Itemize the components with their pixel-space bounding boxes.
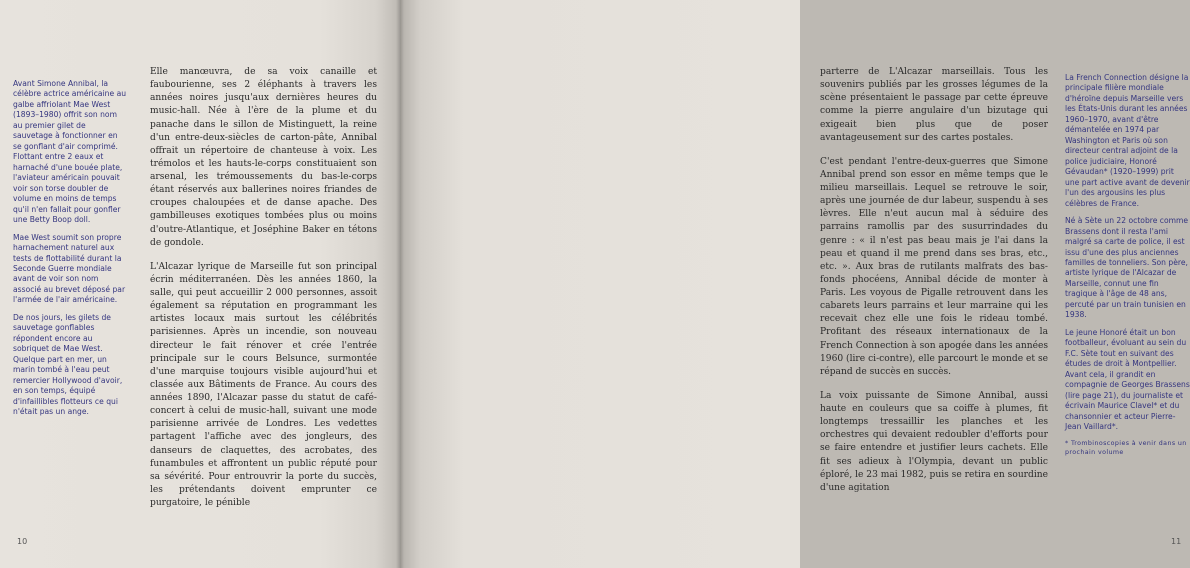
left-page: [0, 0, 400, 568]
body-paragraph: L'Alcazar lyrique de Marseille fut son principal écrin méditerranéen. Dès les années 1860, la salle, qui peut accueillir 2 000 personnes, assoit également sa réputation en programmant les artistes locaux mais surtout les célébrités parisiennes. Après un incendie, son nouveau directeur le fait rénover et crée l'entrée principale sur le cours Belsunce, surmontée d'une marquise toujours visible aujourd'hui et classée aux Bâtiments de France. Au cours des années 1890, l'Alcazar passe du statut de café-concert à celui de music-hall, suivant une mode parisienne arrivée de Londres. Les vedettes partagent l'affiche avec des jongleurs, des danseurs de claquettes, des acrobates, des funambules et affrontent un public réputé pour sa sévérité. Pour entrouvrir la porte du succès, les prétendants doivent emprunter ce purgatoire, le pénible: [150, 261, 377, 508]
right-main-text: [820, 66, 1048, 506]
left-main-text: [150, 66, 377, 521]
right-page: [400, 0, 1190, 568]
page-number: 10: [17, 537, 28, 546]
left-sidebar: [13, 79, 127, 425]
sidebar-paragraph: Né à Sète un 22 octobre comme Brassens dont il resta l'ami malgré sa carte de police, il est issu d'une des plus anciennes familles de tonneliers. Son père, artiste lyrique de l'Alcazar de Marseille, connut une fin tragique à l'âge de 48 ans, percuté par un train tunisien en 1938.: [1065, 216, 1189, 320]
book-gutter: [396, 0, 404, 568]
body-paragraph: C'est pendant l'entre-deux-guerres que Simone Annibal prend son essor en même temps que le milieu marseillais. Lequel se retrouve le soir, après une journée de dur labeur, suspendu à ses lèvres. Elle n'eut aucun mal à séduire des parrains ramollis par des susurrindades du genre : « il n'est pas beau mais je l'ai dans la peau et quand il me prend dans ses bras, etc., etc. ». Aux bras de rutilants malfrats des bas-fonds phocéens, Annibal décide de monter à Paris. Les voyous de Pigalle retrouvent dans les cabarets leurs parrains et leur marraine qui les recevait chez elle une fois le rideau tombé. Profitant des réseaux internationaux de la French Connection à son apogée dans les années 1960 (lire ci-contre), elle parcourt le monde et se répand de succès en succès.: [820, 156, 1048, 377]
sidebar-paragraph: Mae West soumit son propre harnachement naturel aux tests de flottabilité durant la Seconde Guerre mondiale avant de voir son nom associé au brevet déposé par l'armée de l'air américaine.: [13, 232, 126, 305]
sidebar-paragraph: De nos jours, les gilets de sauvetage gonflables répondent encore au sobriquet de Mae West. Quelque part en mer, un marin tombé à l'eau peut remercier Hollywood d'avoir, en son temps, équipé d'infaillibles flotteurs ce qui n'était pas un ange.: [13, 312, 123, 417]
footnote: * Trombinoscopies à venir dans un prochain volume: [1065, 440, 1187, 457]
page-number: 11: [1171, 537, 1182, 546]
body-paragraph: Elle manœuvra, de sa voix canaille et faubourienne, ses 2 éléphants à travers les années noires jusqu'aux dernières heures du music-hall. Née à l'ère de la plume et du panache dans le sillon de Mistinguett, la reine d'un entre-deux-siècles de carton-pâte, Annibal offrait un répertoire de chanteuse à voix. Les trémolos et les hauts-le-corps constituaient son arsenal, les trémoussements du bas-le-corps étant réservés aux ballerines noires friandes de croupes chaloupées et de danse apache. Des gambilleuses exotiques tombées plus ou moins d'outre-Atlantique, et Joséphine Baker en tétons de gondole.: [150, 67, 377, 248]
right-sidebar: [1065, 73, 1190, 458]
sidebar-paragraph: La French Connection désigne la principale filière mondiale d'héroïne depuis Marseille vers les États-Unis durant les années 1960–1970, avant d'être démantelée en 1974 par Washington et Paris où son directeur central adjoint de la police judiciaire, Honoré Gévaudan* (1920–1999) prit une part active avant de devenir l'un des argousins les plus célèbres de France.: [1065, 73, 1190, 208]
sidebar-paragraph: Le jeune Honoré était un bon footballeur, évoluant au sein du F.C. Sète tout en suivant des études de droit à Montpellier. Avant cela, il grandit en compagnie de Georges Brassens (lire page 21), du journaliste et écrivain Maurice Clavel* et du chansonnier et acteur Pierre-Jean Vaillard*.: [1065, 327, 1190, 431]
sidebar-paragraph: Avant Simone Annibal, la célèbre actrice américaine au galbe affriolant Mae West (1893–1980) offrit son nom au premier gilet de sauvetage à fonctionner en se gonflant d'air comprimé. Flottant entre 2 eaux et harnaché d'une bouée plate, l'aviateur américain pouvait voir son torse doubler de volume en moins de temps qu'il n'en fallait pour gonfler une Betty Boop doll.: [13, 79, 127, 225]
body-paragraph: La voix puissante de Simone Annibal, aussi haute en couleurs que sa coiffe à plumes, fit longtemps tressaillir les planches et les orchestres qui devaient redoubler d'efforts pour se faire entendre et justifier leurs cachets. Elle fit ses adieux à l'Olympia, devant un public éploré, le 23 mai 1982, puis se retira en sourdine d'une agitation: [820, 390, 1048, 493]
body-paragraph: parterre de L'Alcazar marseillais. Tous les souvenirs publiés par les grosses légumes de la scène présentaient le passage par cette épreuve comme la pierre angulaire d'un bizutage qui exigeait bien plus que de poser avantageusement sur des cartes postales.: [820, 67, 1048, 143]
